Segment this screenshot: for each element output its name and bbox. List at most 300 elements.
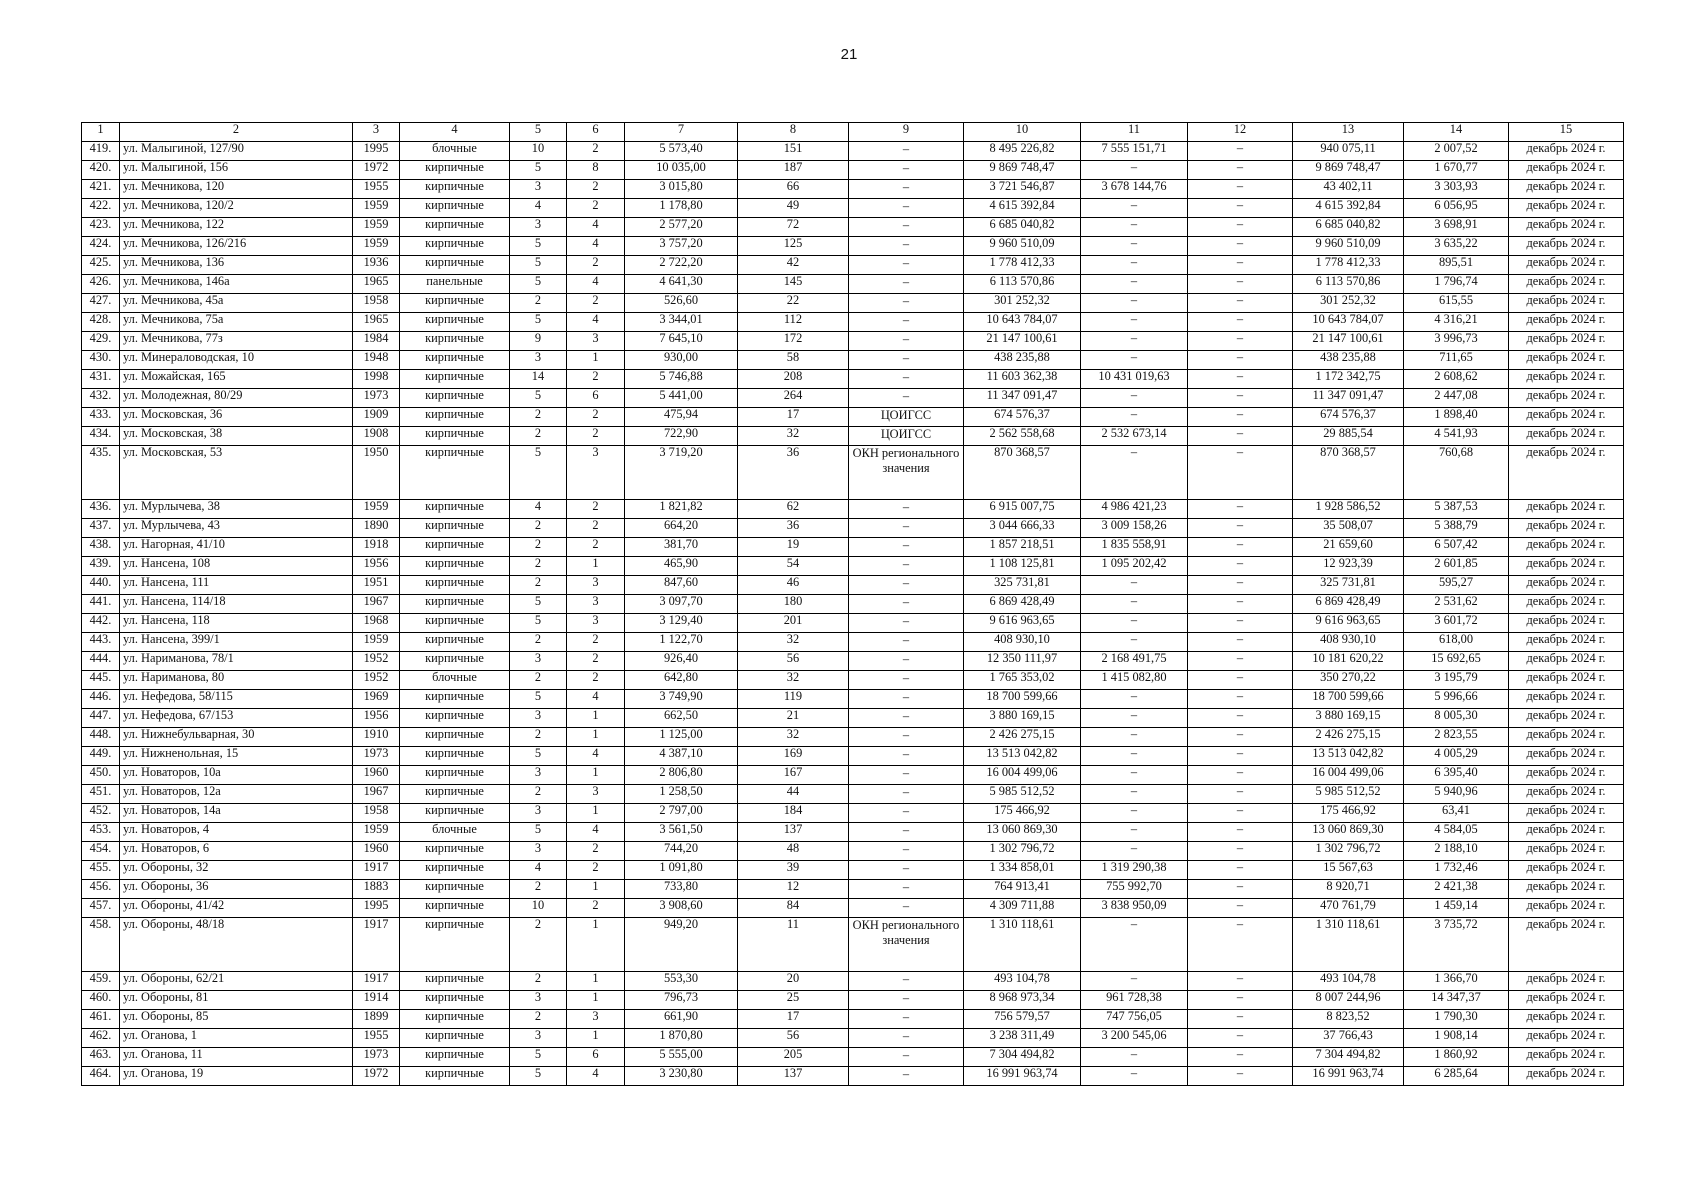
table-cell: 2	[567, 180, 625, 199]
table-cell: 167	[738, 766, 849, 785]
table-cell: 674 576,37	[964, 408, 1081, 427]
table-row	[82, 576, 1624, 595]
table-cell: кирпичные	[400, 861, 510, 880]
table-cell: 4 309 711,88	[964, 899, 1081, 918]
table-cell: кирпичные	[400, 766, 510, 785]
table-cell: 112	[738, 313, 849, 332]
table-cell: 457.	[82, 899, 120, 918]
table-cell: 8 823,52	[1293, 1010, 1404, 1029]
table-cell: 1914	[353, 991, 400, 1010]
table-cell: 4 641,30	[625, 275, 738, 294]
table-cell: 435.	[82, 446, 120, 500]
table-cell: 3	[567, 576, 625, 595]
table-cell: 37 766,43	[1293, 1029, 1404, 1048]
table-cell: 2 426 275,15	[964, 728, 1081, 747]
table-cell: кирпичные	[400, 1010, 510, 1029]
table-header-row	[82, 123, 1624, 142]
table-cell: 451.	[82, 785, 120, 804]
table-cell: 11 603 362,38	[964, 370, 1081, 389]
table-row	[82, 351, 1624, 370]
table-row	[82, 880, 1624, 899]
table-cell: 3 230,80	[625, 1067, 738, 1086]
table-cell: кирпичные	[400, 652, 510, 671]
table-cell: 9 960 510,09	[1293, 237, 1404, 256]
table-cell: 1	[567, 991, 625, 1010]
table-cell: 2 007,52	[1404, 142, 1509, 161]
table-row	[82, 595, 1624, 614]
table-cell: 2	[510, 880, 567, 899]
table-cell: 4	[567, 218, 625, 237]
table-cell: 1973	[353, 1048, 400, 1067]
table-cell: 949,20	[625, 918, 738, 972]
table-cell: 187	[738, 161, 849, 180]
table-cell: 454.	[82, 842, 120, 861]
table-cell: 6 113 570,86	[964, 275, 1081, 294]
table-cell: 56	[738, 1029, 849, 1048]
table-cell: 10 181 620,22	[1293, 652, 1404, 671]
table-row	[82, 823, 1624, 842]
table-cell: 1 319 290,38	[1081, 861, 1188, 880]
table-cell: ул. Мурлычева, 43	[120, 519, 353, 538]
table-cell: 325 731,81	[1293, 576, 1404, 595]
table-cell: 3 735,72	[1404, 918, 1509, 972]
table-cell: –	[1188, 671, 1293, 690]
table-cell: 6 285,64	[1404, 1067, 1509, 1086]
table-cell: 1 778 412,33	[964, 256, 1081, 275]
table-cell: 6	[567, 389, 625, 408]
table-cell: 2 601,85	[1404, 557, 1509, 576]
table-cell: декабрь 2024 г.	[1509, 1010, 1624, 1029]
table-cell: –	[849, 1067, 964, 1086]
table-cell: 4 005,29	[1404, 747, 1509, 766]
table-cell: декабрь 2024 г.	[1509, 294, 1624, 313]
table-cell: –	[1188, 237, 1293, 256]
table-cell: 6	[567, 1048, 625, 1067]
table-cell: –	[849, 1010, 964, 1029]
table-cell: ул. Московская, 36	[120, 408, 353, 427]
table-cell: 449.	[82, 747, 120, 766]
table-cell: –	[849, 256, 964, 275]
table-row	[82, 161, 1624, 180]
table-cell: –	[1188, 690, 1293, 709]
table-cell: 1948	[353, 351, 400, 370]
table-cell: 2 447,08	[1404, 389, 1509, 408]
table-row	[82, 538, 1624, 557]
table-cell: декабрь 2024 г.	[1509, 408, 1624, 427]
table-cell: 419.	[82, 142, 120, 161]
table-cell: 2 722,20	[625, 256, 738, 275]
housing-registry-table	[81, 122, 1624, 1086]
table-cell: –	[1188, 538, 1293, 557]
table-row	[82, 294, 1624, 313]
table-cell: ул. Минераловодская, 10	[120, 351, 353, 370]
table-cell: 439.	[82, 557, 120, 576]
table-cell: 17	[738, 408, 849, 427]
table-cell: 1958	[353, 804, 400, 823]
table-cell: 1909	[353, 408, 400, 427]
table-cell: кирпичные	[400, 199, 510, 218]
table-cell: 847,60	[625, 576, 738, 595]
table-cell: 208	[738, 370, 849, 389]
table-cell: 1960	[353, 842, 400, 861]
table-cell: 151	[738, 142, 849, 161]
table-cell: декабрь 2024 г.	[1509, 256, 1624, 275]
table-cell: 18 700 599,66	[1293, 690, 1404, 709]
table-cell: 1 835 558,91	[1081, 538, 1188, 557]
table-cell: кирпичные	[400, 1067, 510, 1086]
table-cell: –	[849, 766, 964, 785]
table-cell: 5	[510, 313, 567, 332]
table-cell: –	[1188, 351, 1293, 370]
table-cell: 6 685 040,82	[1293, 218, 1404, 237]
table-cell: 1965	[353, 275, 400, 294]
table-cell: –	[1188, 576, 1293, 595]
table-cell: 56	[738, 652, 849, 671]
table-cell: –	[849, 842, 964, 861]
table-cell: 54	[738, 557, 849, 576]
table-cell: 10 643 784,07	[964, 313, 1081, 332]
table-cell: –	[1188, 991, 1293, 1010]
table-cell: 447.	[82, 709, 120, 728]
table-cell: 1	[567, 972, 625, 991]
table-cell: кирпичные	[400, 332, 510, 351]
table-cell: 3 880 169,15	[1293, 709, 1404, 728]
table-cell: –	[1188, 899, 1293, 918]
page-number: 21	[840, 46, 858, 63]
table-cell: 2 168 491,75	[1081, 652, 1188, 671]
table-cell: 722,90	[625, 427, 738, 446]
table-cell: –	[1081, 633, 1188, 652]
table-cell: 1	[567, 918, 625, 972]
table-cell: –	[1081, 351, 1188, 370]
table-cell: 125	[738, 237, 849, 256]
table-cell: 2	[567, 427, 625, 446]
table-cell: 7 645,10	[625, 332, 738, 351]
table-cell: 796,73	[625, 991, 738, 1010]
table-cell: –	[1188, 256, 1293, 275]
table-row	[82, 199, 1624, 218]
table-cell: 2	[567, 633, 625, 652]
table-cell: 3 195,79	[1404, 671, 1509, 690]
table-cell: 1	[567, 351, 625, 370]
table-cell: 4 584,05	[1404, 823, 1509, 842]
table-cell: –	[849, 861, 964, 880]
table-cell: ОКН регионального значения	[849, 918, 964, 972]
table-row	[82, 519, 1624, 538]
table-row	[82, 446, 1624, 500]
table-cell: 464.	[82, 1067, 120, 1086]
table-cell: 2	[510, 576, 567, 595]
table-cell: ул. Мечникова, 136	[120, 256, 353, 275]
table-cell: 642,80	[625, 671, 738, 690]
table-cell: 744,20	[625, 842, 738, 861]
table-row	[82, 918, 1624, 972]
table-cell: –	[849, 370, 964, 389]
table-cell: ул. Обороны, 32	[120, 861, 353, 880]
table-cell: 13 060 869,30	[964, 823, 1081, 842]
table-cell: кирпичные	[400, 180, 510, 199]
table-row	[82, 256, 1624, 275]
table-cell: 2	[567, 370, 625, 389]
table-cell: 32	[738, 728, 849, 747]
table-cell: 7 555 151,71	[1081, 142, 1188, 161]
table-cell: –	[849, 557, 964, 576]
table-cell: 4 615 392,84	[1293, 199, 1404, 218]
table-cell: 4 615 392,84	[964, 199, 1081, 218]
table-cell: декабрь 2024 г.	[1509, 427, 1624, 446]
table-cell: 733,80	[625, 880, 738, 899]
table-cell: блочные	[400, 823, 510, 842]
table-cell: 2	[567, 142, 625, 161]
table-cell: 2	[567, 519, 625, 538]
column-header: 4	[400, 123, 510, 142]
table-cell: –	[1188, 199, 1293, 218]
table-cell: 1 857 218,51	[964, 538, 1081, 557]
table-cell: 5 985 512,52	[964, 785, 1081, 804]
table-cell: 10 035,00	[625, 161, 738, 180]
table-cell: 1952	[353, 671, 400, 690]
table-cell: кирпичные	[400, 595, 510, 614]
table-cell: 3 009 158,26	[1081, 519, 1188, 538]
table-cell: ул. Обороны, 85	[120, 1010, 353, 1029]
table-cell: 1959	[353, 633, 400, 652]
table-cell: –	[849, 614, 964, 633]
table-cell: 84	[738, 899, 849, 918]
table-cell: –	[1188, 1010, 1293, 1029]
table-cell: 1936	[353, 256, 400, 275]
table-cell: 2	[567, 899, 625, 918]
table-cell: 16 991 963,74	[1293, 1067, 1404, 1086]
table-cell: –	[1081, 972, 1188, 991]
table-cell: ул. Мечникова, 146а	[120, 275, 353, 294]
table-cell: 1955	[353, 180, 400, 199]
table-cell: –	[1188, 161, 1293, 180]
table-cell: 661,90	[625, 1010, 738, 1029]
table-cell: 6 685 040,82	[964, 218, 1081, 237]
table-row	[82, 804, 1624, 823]
table-cell: 6 869 428,49	[964, 595, 1081, 614]
table-cell: 1 310 118,61	[1293, 918, 1404, 972]
table-cell: 2	[567, 294, 625, 313]
table-cell: 458.	[82, 918, 120, 972]
table-cell: 930,00	[625, 351, 738, 370]
column-header: 2	[120, 123, 353, 142]
table-cell: –	[849, 351, 964, 370]
table-cell: 1950	[353, 446, 400, 500]
table-cell: ул. Нижненольная, 15	[120, 747, 353, 766]
table-cell: 3 749,90	[625, 690, 738, 709]
table-cell: 5 555,00	[625, 1048, 738, 1067]
table-cell: 72	[738, 218, 849, 237]
table-cell: 3 719,20	[625, 446, 738, 500]
table-cell: 448.	[82, 728, 120, 747]
table-cell: 1959	[353, 199, 400, 218]
table-cell: декабрь 2024 г.	[1509, 180, 1624, 199]
table-cell: 3	[510, 1029, 567, 1048]
table-cell: –	[1081, 1067, 1188, 1086]
table-cell: 172	[738, 332, 849, 351]
table-cell: 5 996,66	[1404, 690, 1509, 709]
table-cell: 2	[510, 728, 567, 747]
table-cell: 1972	[353, 1067, 400, 1086]
table-cell: –	[849, 313, 964, 332]
table-cell: –	[1188, 633, 1293, 652]
table-cell: 2 531,62	[1404, 595, 1509, 614]
table-cell: кирпичные	[400, 747, 510, 766]
table-cell: 1969	[353, 690, 400, 709]
table-cell: –	[849, 576, 964, 595]
table-cell: –	[1081, 614, 1188, 633]
table-cell: блочные	[400, 142, 510, 161]
table-cell: 137	[738, 823, 849, 842]
table-cell: 1908	[353, 427, 400, 446]
table-cell: 15 567,63	[1293, 861, 1404, 880]
table-cell: 2	[510, 538, 567, 557]
table-cell: 119	[738, 690, 849, 709]
table-cell: 3 097,70	[625, 595, 738, 614]
table-cell: 1	[567, 1029, 625, 1048]
table-cell: 424.	[82, 237, 120, 256]
table-cell: 2	[567, 671, 625, 690]
table-cell: 1 928 586,52	[1293, 500, 1404, 519]
table-cell: 137	[738, 1067, 849, 1086]
table-cell: 43 402,11	[1293, 180, 1404, 199]
table-cell: 432.	[82, 389, 120, 408]
table-cell: кирпичные	[400, 899, 510, 918]
table-cell: кирпичные	[400, 538, 510, 557]
table-cell: –	[849, 671, 964, 690]
table-row	[82, 861, 1624, 880]
table-cell: 21 659,60	[1293, 538, 1404, 557]
table-cell: ул. Мечникова, 45а	[120, 294, 353, 313]
table-cell: 1 122,70	[625, 633, 738, 652]
table-cell: 5 388,79	[1404, 519, 1509, 538]
table-cell: –	[849, 991, 964, 1010]
table-cell: 5 746,88	[625, 370, 738, 389]
table-row	[82, 766, 1624, 785]
table-cell: –	[849, 161, 964, 180]
table-cell: ул. Нагорная, 41/10	[120, 538, 353, 557]
table-cell: 350 270,22	[1293, 671, 1404, 690]
table-row	[82, 991, 1624, 1010]
table-cell: 3 200 545,06	[1081, 1029, 1188, 1048]
table-row	[82, 275, 1624, 294]
table-cell: –	[1081, 275, 1188, 294]
table-cell: –	[1188, 804, 1293, 823]
table-cell: декабрь 2024 г.	[1509, 614, 1624, 633]
table-cell: 460.	[82, 991, 120, 1010]
table-cell: 1 415 082,80	[1081, 671, 1188, 690]
table-cell: 5 573,40	[625, 142, 738, 161]
table-cell: 5	[510, 256, 567, 275]
table-cell: 1	[567, 557, 625, 576]
table-cell: 461.	[82, 1010, 120, 1029]
table-cell: –	[1081, 823, 1188, 842]
table-cell: 1 302 796,72	[1293, 842, 1404, 861]
table-cell: 4 541,93	[1404, 427, 1509, 446]
table-cell: 2 188,10	[1404, 842, 1509, 861]
table-cell: ул. Нефедова, 58/115	[120, 690, 353, 709]
table-cell: ул. Московская, 53	[120, 446, 353, 500]
table-cell: кирпичные	[400, 614, 510, 633]
table-cell: 5 940,96	[1404, 785, 1509, 804]
table-cell: ул. Нансена, 114/18	[120, 595, 353, 614]
table-cell: 325 731,81	[964, 576, 1081, 595]
table-cell: ул. Нансена, 399/1	[120, 633, 353, 652]
table-cell: 14	[510, 370, 567, 389]
table-cell: декабрь 2024 г.	[1509, 538, 1624, 557]
table-cell: ул. Молодежная, 80/29	[120, 389, 353, 408]
table-cell: кирпичные	[400, 972, 510, 991]
table-cell: –	[1081, 446, 1188, 500]
table-row	[82, 690, 1624, 709]
table-cell: 926,40	[625, 652, 738, 671]
table-cell: 430.	[82, 351, 120, 370]
table-cell: 4	[567, 747, 625, 766]
table-cell: 2	[510, 671, 567, 690]
table-cell: 1 670,77	[1404, 161, 1509, 180]
table-cell: 6 056,95	[1404, 199, 1509, 218]
table-cell: 3 129,40	[625, 614, 738, 633]
table-row	[82, 313, 1624, 332]
table-cell: 4	[567, 1067, 625, 1086]
table-cell: 1 732,46	[1404, 861, 1509, 880]
table-cell: 32	[738, 427, 849, 446]
table-cell: декабрь 2024 г.	[1509, 370, 1624, 389]
table-cell: 2 797,00	[625, 804, 738, 823]
table-cell: 2	[510, 519, 567, 538]
table-cell: 6 395,40	[1404, 766, 1509, 785]
table-cell: 9 960 510,09	[964, 237, 1081, 256]
column-header: 11	[1081, 123, 1188, 142]
table-cell: –	[1081, 918, 1188, 972]
table-cell: 1 778 412,33	[1293, 256, 1404, 275]
table-cell: 442.	[82, 614, 120, 633]
table-cell: 446.	[82, 690, 120, 709]
table-cell: ЦОИГСС	[849, 427, 964, 446]
table-cell: 3 044 666,33	[964, 519, 1081, 538]
table-row	[82, 1048, 1624, 1067]
table-cell: 870 368,57	[964, 446, 1081, 500]
table-cell: 5	[510, 614, 567, 633]
table-cell: 1 870,80	[625, 1029, 738, 1048]
table-cell: кирпичные	[400, 237, 510, 256]
table-cell: 29 885,54	[1293, 427, 1404, 446]
table-cell: декабрь 2024 г.	[1509, 728, 1624, 747]
table-cell: декабрь 2024 г.	[1509, 351, 1624, 370]
table-cell: 2 426 275,15	[1293, 728, 1404, 747]
table-cell: 1 821,82	[625, 500, 738, 519]
table-row	[82, 332, 1624, 351]
table-cell: декабрь 2024 г.	[1509, 161, 1624, 180]
table-row	[82, 500, 1624, 519]
table-cell: –	[1188, 766, 1293, 785]
table-cell: 664,20	[625, 519, 738, 538]
table-cell: 2 421,38	[1404, 880, 1509, 899]
table-cell: –	[1081, 294, 1188, 313]
table-cell: 32	[738, 671, 849, 690]
table-cell: –	[1188, 747, 1293, 766]
table-cell: 2	[567, 538, 625, 557]
table-cell: 662,50	[625, 709, 738, 728]
table-cell: –	[1081, 313, 1188, 332]
table-cell: 940 075,11	[1293, 142, 1404, 161]
table-cell: 2	[567, 256, 625, 275]
table-cell: –	[1188, 218, 1293, 237]
column-header: 9	[849, 123, 964, 142]
table-cell: декабрь 2024 г.	[1509, 899, 1624, 918]
table-cell: 3	[510, 842, 567, 861]
